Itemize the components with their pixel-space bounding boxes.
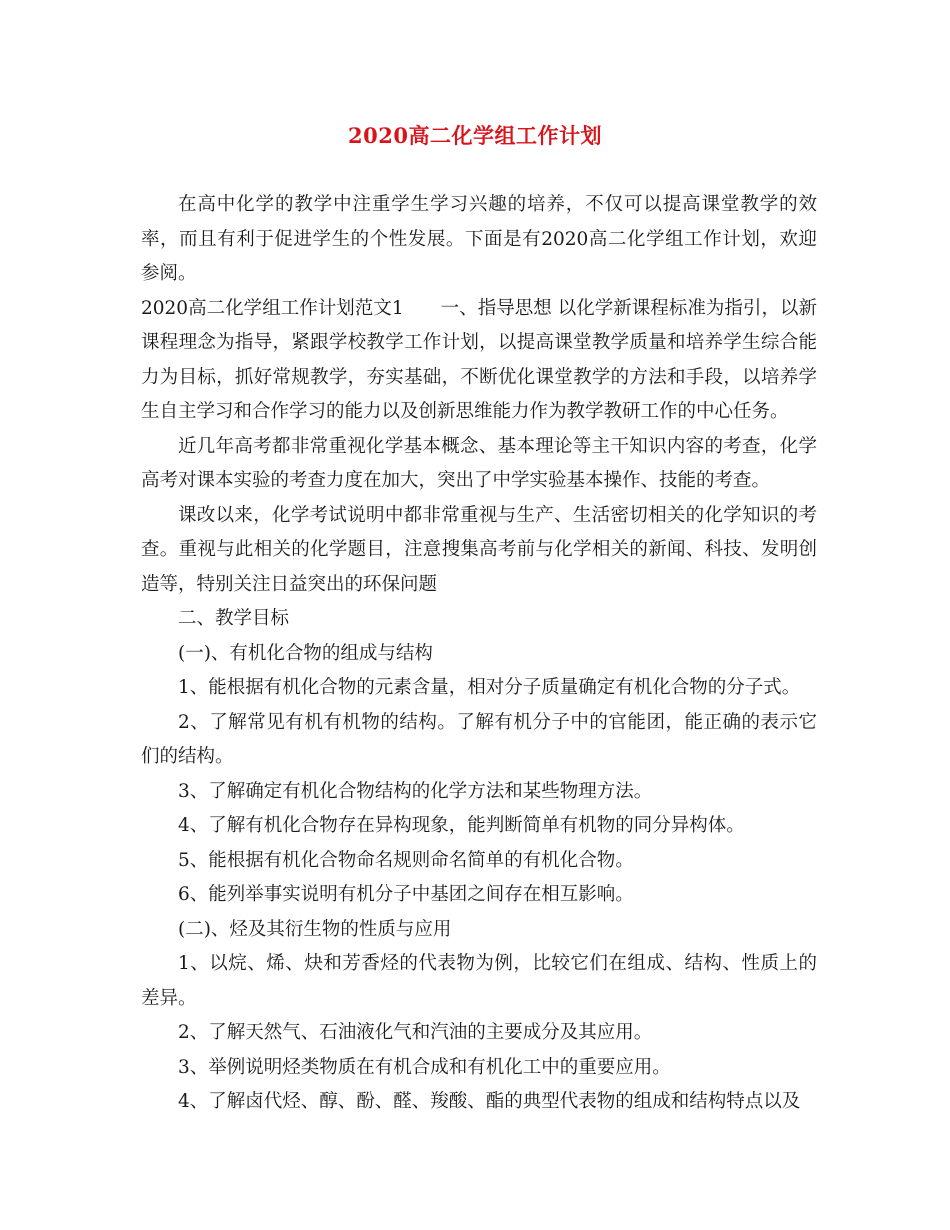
paragraph-guiding-idea: 2020高二化学组工作计划范文1 一、指导思想 以化学新课程标准为指引，以新课程理念为指导，紧跟学校教学工作计划，以提高课堂教学质量和培养学生综合能力为目标，抓好常规教学，夯实基础，不断优化课堂教学的方法和手段，以培养学生自主学习和合作学习的能力以及创新思维能力作为教学教研工作的中心任务。 xyxy=(141,297,817,422)
paragraph-exam-focus: 近几年高考都非常重视化学基本概念、基本理论等主干知识内容的考查，化学高考对课本实验的考查力度在加大，突出了中学实验基本操作、技能的考查。 xyxy=(141,435,817,491)
document-title: 2020高二化学组工作计划 xyxy=(348,123,602,148)
list-item: 3、了解确定有机化合物结构的化学方法和某些物理方法。 xyxy=(178,780,653,802)
document-body xyxy=(141,188,817,1120)
section-heading-teaching-goals: 二、教学目标 xyxy=(178,608,290,629)
paragraph-curriculum-reform: 课改以来，化学考试说明中都非常重视与生产、生活密切相关的化学知识的考查。重视与此相关的化学题目，注意搜集高考前与化学相关的新闻、科技、发明创造等，特别关注日益突出的环保问题 xyxy=(141,504,817,595)
list-item: 4、了解卤代烃、醇、酚、醛、羧酸、酯的典型代表物的组成和结构特点以及 xyxy=(178,1091,801,1112)
list-item: 2、了解天然气、石油液化气和汽油的主要成分及其应用。 xyxy=(178,1022,653,1043)
list-item: 4、了解有机化合物存在异构现象，能判断简单有机物的同分异构体。 xyxy=(178,815,745,836)
list-item: 2、了解常见有机有机物的结构。了解有机分子中的官能团，能正确的表示它们的结构。 xyxy=(141,711,817,767)
list-item: 3、举例说明烃类物质在有机合成和有机化工中的重要应用。 xyxy=(178,1056,671,1078)
list-item: 5、能根据有机化合物命名规则命名简单的有机化合物。 xyxy=(178,849,634,871)
subsection-heading-1: (一)、有机化合物的组成与结构 xyxy=(178,642,433,664)
subsection-heading-2: (二)、烃及其衍生物的性质与应用 xyxy=(178,918,452,940)
list-item: 6、能列举事实说明有机分子中基团之间存在相互影响。 xyxy=(178,884,634,905)
paragraph-intro: 在高中化学的教学中注重学生学习兴趣的培养，不仅可以提高课堂教学的效率，而且有利于促进学生的个性发展。下面是有2020高二化学组工作计划，欢迎参阅。 xyxy=(141,194,817,284)
list-item: 1、以烷、烯、炔和芳香烃的代表物为例，比较它们在组成、结构、性质上的差异。 xyxy=(141,953,817,1009)
list-item: 1、能根据有机化合物的元素含量，相对分子质量确定有机化合物的分子式。 xyxy=(178,677,801,698)
